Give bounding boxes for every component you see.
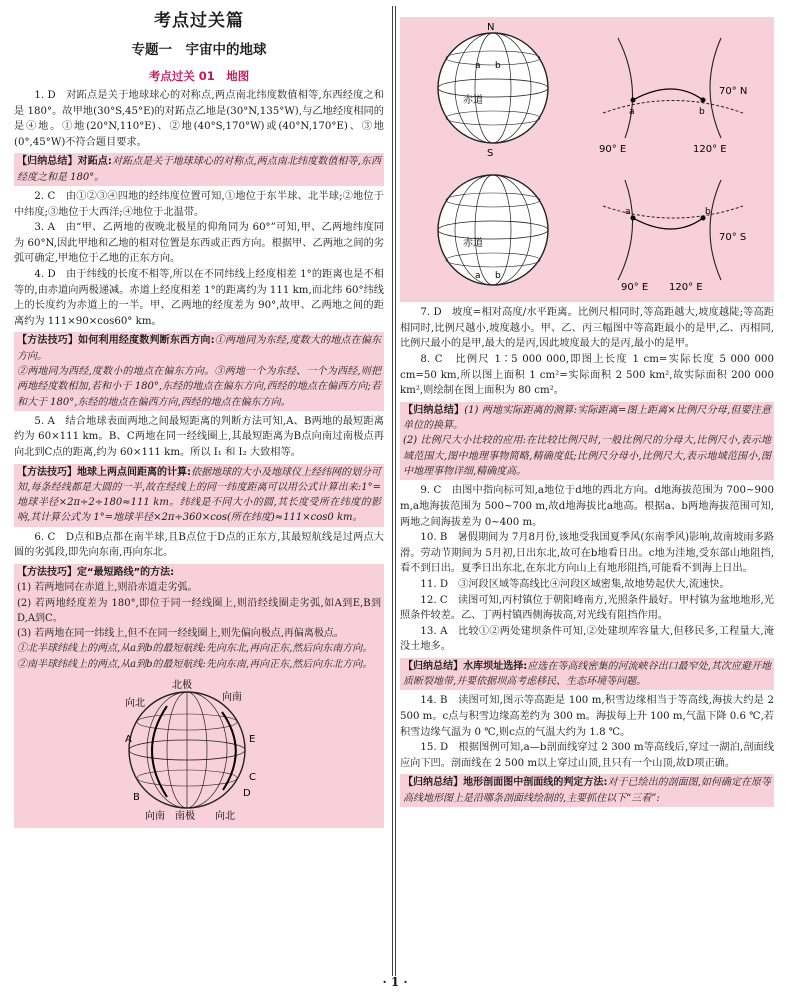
left-column [14,0,384,831]
answer-3: 3. A 由“甲、乙两地的夜晚北极星的仰角同为 60°”可知,甲、乙两地纬度同为 60°N,因此甲地和乙地的相对位置是东西或正西方向。根据甲、乙两地之间的劣弧可确定,甲地位于乙地的正东方向。 [14,222,384,265]
box-lead: 【归纳总结】对跖点: [17,156,112,168]
label-point-a: A [125,734,132,746]
section-title: 考点过关 01 地图 [148,69,250,83]
label-lon-90e-bottom: 90° E [621,282,649,293]
tip-box-shortest-route [14,564,384,828]
box-lead: 【归纳总结】水库坝址选择: [403,660,528,672]
tip-box-distance [14,464,384,527]
label-b-bottom: b [705,207,711,217]
box-body: 依据地球的大小及地球仪上经纬网的划分可知,每条经线都是大圆的一半,故在经线上的同一纬度距离可以用公式计算出来:1°=地球半径×2π÷2÷180≈111 km。纬线是不同大小的圆,其长度受所在纬度的影响,其计算公式为 1°=地球半径×2π÷360×cos(所在纬度)≈111×cos0 km。 [17,466,381,524]
label-b-bottom-globe: b [495,271,501,281]
label-s: S [487,148,494,159]
answer-12: 12. C 读图可知,丙村镇位于朝阳峰南方,光照条件最好。甲村镇为盆地地形,光照条件较差。乙、丁两村镇西侧海拔高,对光线有阻挡作用。 [400,594,774,622]
answer-5: 5. A 结合地球表面两地之间最短距离的判断方法可知,A、B两地的最短距离约为 60×111 km。B、C两地在同一经线圈上,其最短距离为B点向南过南极点再向北到C点的距离,约为 60×111 km。所以 I₁ 和 I₂ 大致相等。 [14,415,384,458]
box-line: ①两地同为东经,度数大的地点在偏东方向。 [17,335,382,362]
label-toward-north-bottom: 向北 [215,811,235,823]
label-lat-70s: 70° S [719,232,747,243]
answer-4: 4. D 由于纬线的长度不相等,所以在不同纬线上经度相差 1°的距离也是不相等的,由赤道向两极递减。赤道上经度相差 1°的距离约为 111 km,而北纬 60°纬线上的长度约为赤道上的一半。甲、乙两地的经度差为 90°,故甲、乙两地之间的距离约为 111×90×cos60° km。 [14,268,384,327]
label-south-pole: 南极 [175,811,195,823]
answer-10: 10. B 暑假期间为 7月8月份,该地受我国夏季风(东南季风)影响,故南坡雨多路滑。劳动节期间为 5月初,日出东北,故可在b地看日出。c地为洼地,受东部山地阻挡,看不到日出。夏季日出东北,在东北方向山上有地形阻挡,可能看不到海上日出。 [400,532,774,575]
label-lon-120e-top: 120° E [693,144,727,155]
answer-6: 6. C D点和B点都在南半球,且B点位于D点的正东方,其最短航线是过两点大圆的劣弧段,即先向东南,再向东北。 [14,531,384,559]
box-line: ②两地同为西经,度数小的地点在偏东方向。③两地一个为东经、一个为西经,则把两地经度数相加,若和小于 180°,东经的地点在偏东方向,西经的地点在偏西方向;若和大于 180°,东经的地点在偏西方向,西经的地点在偏东方向。 [17,365,381,408]
label-a-top-globe: a [475,61,481,71]
topic-title: 专题一 宇宙中的地球 [131,42,267,58]
box-body: 对于已绘出的剖面图,如何确定在原等高线地形图上是沿哪条剖面线绘制的,主要抓住以下“三看”: [403,777,772,804]
answer-7: 7. D 坡度=相对高度/水平距离。比例尺相同时,等高距越大,坡度越陡;等高距相同时,比例尺越小,坡度越小。甲、乙、丙三幅图中等高距最小的是甲,乙、丙相同,比例尺最小的是甲,最大的是丙,因此坡度最大的是丙,最小的是甲。 [400,307,774,350]
summary-box-profile [400,774,774,807]
page-title: 考点过关篇 [154,11,244,31]
answer-11: 11. D ③河段区域等高线比④河段区域密集,故地势起伏大,流速快。 [420,578,730,590]
box-lead: 【归纳总结】 [403,404,465,416]
label-north-pole: 北极 [172,680,192,692]
route-diagrams-svg [403,18,769,296]
box-lead: 【方法技巧】定“最短路线”的方法: [17,566,175,578]
label-b-top-globe: b [495,61,501,71]
answer-9: 9. C 由图中指向标可知,a地位于d地的西北方向。d地海拔范围为 700~900 m,a地海拔范围为 500~700 m,故d地海拔比a地高。根据a、b两地海拔范围可知,两地之间海拔差为 0~400 m。 [400,485,774,528]
page-number: · 1 · [382,975,408,989]
label-toward-south-bottom: 向南 [145,811,165,823]
summary-box-scale [400,402,774,480]
label-a-bottom: a [625,207,631,217]
answer-8: 8. C 比例尺 1∶5 000 000,即图上长度 1 cm=实际长度 5 000 000 cm=50 km,所以图上面积 1 cm²=实际面积 2 500 km²,故实际面积 200 000 km²,则绘制在图上面积为 80 cm²。 [400,354,774,397]
label-lon-90e-top: 90° E [599,144,627,155]
label-a-top: a [629,107,635,117]
label-b-top: b [699,107,705,117]
box-lead: 【方法技巧】地球上两点间距离的计算: [17,466,191,478]
label-equator-top: 赤道 [463,95,483,106]
answer-14: 14. B 读图可知,图示等高距是 100 m,积雪边缘相当于等高线,海拔大约是 2 500 m。c点与积雪边缘高差约为 300 m。海拔每上升 100 m,气温下降 0.6 ℃,若积雪边缘气温为 0 ℃,则c点的气温大约为 1.8 ℃。 [400,695,774,738]
box-body: 应选在等高线密集的河流峡谷出口最窄处,其次应避开地质断裂地带,并要依据坝高考虑移民、生态环境等问题。 [403,660,771,688]
box-line: ②南半球纬线上的两点,从a到b的最短航线:先向东南,再向正东,然后向东北方向。 [17,658,373,670]
summary-box-antipode [14,153,384,186]
answer-1: 1. D 对跖点是关于地球球心的对称点,两点南北纬度数值相等,东西经度之和是 180°。故甲地(30°S,45°E)的对跖点乙地是(30°N,135°W),与乙地经度相同的是④地。①地(20°N,110°E)、②地(40°S,170°W)或(40°N,170°E)、③地(0°,45°W)不符合题目要求。 [14,90,384,148]
column-divider-inner [395,6,396,976]
summary-box-dam-site [400,658,774,691]
label-toward-south: 向南 [222,692,242,704]
box-line: (3) 若两地在同一纬线上,但不在同一经线圈上,则先偏向极点,再偏离极点。 [17,628,344,640]
label-a-bottom-globe: a [475,271,481,281]
box-line: (2) 若两地经度差为 180°,即位于同一经线圈上,则沿经线圈走劣弧,如A到E,B到D,A到C。 [17,597,381,624]
label-lon-120e-bottom: 120° E [669,282,703,293]
label-point-b: B [133,792,140,804]
globe-poles-svg [17,672,377,822]
column-divider [392,6,393,976]
answer-13: 13. A 比较①②两处建坝条件可知,②处建坝库容量大,但移民多,工程量大,淹没土地多。 [400,625,774,653]
label-equator-bottom: 赤道 [463,238,483,249]
box-body: 对跖点是关于地球球心的对称点,两点南北纬度数值相等,东西经度之和是 180°。 [17,156,382,183]
answer-2: 2. C 由①②③④四地的经纬度位置可知,①地位于东半球、北半球;②地位于中纬度;③地位于大西洋;④地位于北温带。 [14,190,384,218]
figure-box-route-diagrams [400,17,774,302]
box-line: (2) 比例尺大小比较的应用:在比较比例尺时,一般比例尺的分母大,比例尺小,表示地域范围大,图中地理事物简略,精确度低;比例尺分母小,比例尺大,表示地域范围小,图中地理事物详细,精确度高。 [403,435,771,478]
label-lat-70n: 70° N [719,86,748,97]
label-point-d: D [243,788,251,800]
tip-box-east-west [14,332,384,410]
box-line: (1) 两地实际距离的测算:实际距离=图上距离×比例尺分母,但要注意单位的换算。 [403,404,772,432]
answer-15: 15. D 根据图例可知,a—b剖面线穿过 2 300 m等高线后,穿过一湖泊,剖面线应向下凹。剖面线在 2 500 m以上穿过山顶,且只有一个山顶,故D项正确。 [400,742,774,769]
box-line: (1) 若两地同在赤道上,则沿赤道走劣弧。 [17,582,198,594]
box-line: ①北半球纬线上的两点,从a到b的最短航线:先向东北,再向正东,然后向东南方向。 [17,643,373,655]
label-point-c: C [249,772,256,784]
label-point-e: E [249,734,256,746]
globe-figure-poles [17,672,381,827]
right-column [400,14,774,810]
box-lead: 【归纳总结】地形剖面图中剖面线的判定方法: [403,777,608,789]
box-lead: 【方法技巧】如何利用经度数判断东西方向: [17,335,215,347]
label-toward-north: 向北 [125,698,145,710]
label-n: N [487,22,495,33]
